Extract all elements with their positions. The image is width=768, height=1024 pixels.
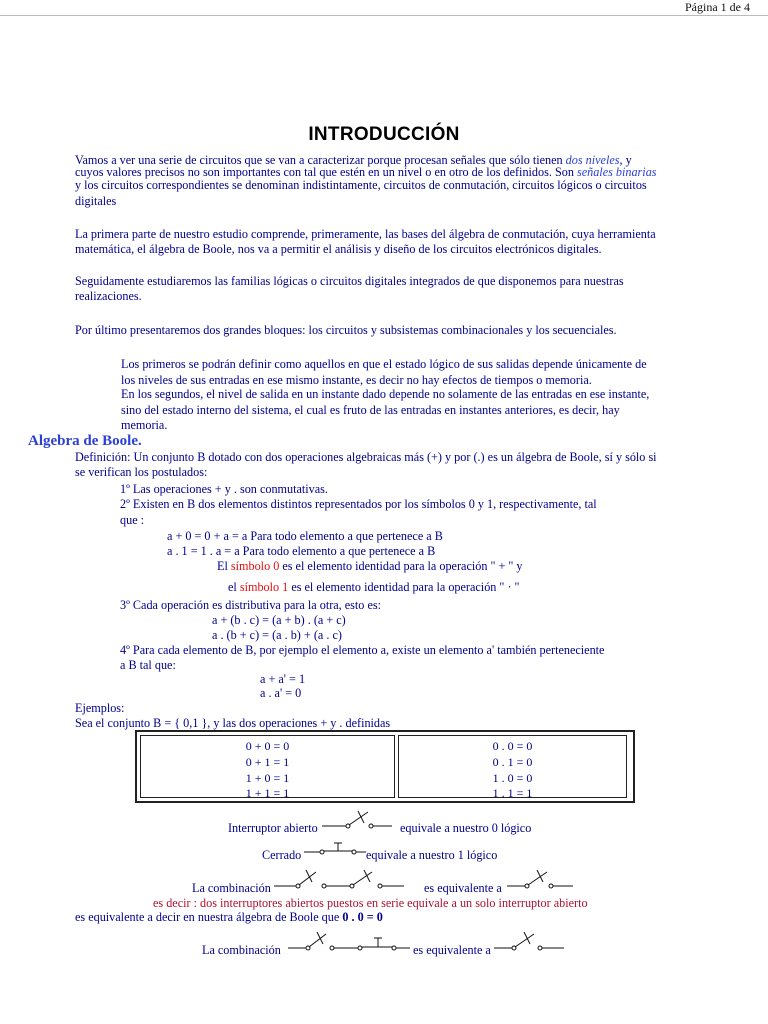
equation: a + (b . c) = (a + b) . (a + c) [212,613,346,627]
and-row: 1 . 0 = 0 [492,771,533,785]
emphasis: dos niveles [565,153,620,167]
identity-line [228,579,520,596]
or-row: 0 + 1 = 1 [245,755,290,769]
intro-line: Seguidamente estudiaremos las familias lógicas o circuitos digitales integrados de que disponemos para nuestras [75,274,624,288]
equation: a + 0 = 0 + a = a Para todo elemento a que pertenece a B [167,529,443,543]
emphasis: señales binarias [576,165,657,179]
intro-line: Por último presentaremos dos grandes bloques: los circuitos y subsistemas combinacionales y los secuenciales. [75,323,617,337]
page-title: INTRODUCCIÓN [308,124,460,145]
text: es el elemento identidad para la operación " + " y [279,559,523,573]
postulate: a B tal que: [120,658,176,672]
postulate: 2º Existen en B dos elementos distintos representados por los símbolos 0 y 1, respectivamente, tal [120,497,597,511]
text: el [228,580,240,594]
section-heading: Algebra de Boole. [28,433,142,449]
definition-line: Definición: Un conjunto B dotado con dos operaciones algebraicas más (+) y por (.) es un álgebra de Boole, sí y sólo si [75,450,657,464]
or-row: 1 + 0 = 1 [245,771,290,785]
and-row: 1 . 1 = 1 [492,786,533,800]
series-open-switches-icon [272,860,412,900]
text: , y [619,153,632,167]
intro-line: y los circuitos correspondientes se denominan indistintamente, circuitos de conmutación, circuitos lógicos o circuitos [75,178,647,192]
series-open-closed-switches-icon [286,924,416,964]
text: es equivalente a decir en nuestra álgebra de Boole que [75,910,343,924]
and-row: 0 . 1 = 0 [492,755,533,769]
switch-equivalence: es equivalente a [424,881,502,895]
equation: a . a' = 0 [260,686,302,700]
explanation-line: es decir : dos interruptores abiertos puestos en serie equivale a un solo interruptor abierto [153,896,588,910]
operation-table [135,730,635,803]
text: Vamos a ver una serie de circuitos que se van a caracterizar porque procesan señales que sólo tienen [75,153,566,167]
open-switch-icon [320,800,400,840]
open-switch-icon [505,860,580,900]
or-row: 0 + 0 = 0 [245,739,290,753]
page-number: Página 1 de 4 [685,0,750,14]
top-rule [0,15,768,16]
highlight: 0 . 0 = 0 [342,910,383,924]
text: El [217,559,231,573]
examples-label: Ejemplos: [75,701,125,715]
switch-equivalence: equivale a nuestro 1 lógico [366,848,498,862]
intro-line: En los segundos, el nivel de salida en un instante dado depende no solamente de las entradas en ese instante, [121,387,650,401]
postulate: 1º Las operaciones + y . son conmutativas. [120,482,328,496]
intro-line: matemática, el álgebra de Boole, nos va a permitir el análisis y diseño de los circuitos electrónicos digitales. [75,242,602,256]
switch-label: Interruptor abierto [228,821,318,835]
switch-label: Cerrado [262,848,302,862]
postulate: 3º Cada operación es distributiva para la otra, esto es: [120,598,381,612]
equation: a . 1 = 1 . a = a Para todo elemento a que pertenece a B [167,544,436,558]
intro-line: Los primeros se podrán definir como aquellos en que el estado lógico de sus salidas depende únicamente de [121,357,647,371]
switch-equivalence: es equivalente a [413,943,491,957]
intro-line: realizaciones. [75,289,142,303]
open-switch-icon [492,924,572,964]
switch-label: La combinación [192,881,271,895]
postulate: 4º Para cada elemento de B, por ejemplo el elemento a, existe un elemento a' también perteneciente [120,643,605,657]
and-row: 0 . 0 = 0 [492,739,533,753]
postulate: que : [120,513,145,527]
highlight: símbolo 1 [239,580,289,594]
text: cuyos valores precisos no son importantes con tal que estén en un nivel o en otro de los definidos. Son [75,165,577,179]
identity-line [217,558,523,575]
intro-line: digitales [75,194,117,208]
or-table [140,735,395,798]
or-row: 1 + 1 = 1 [245,786,290,800]
switch-equivalence: equivale a nuestro 0 lógico [400,821,532,835]
and-table [398,735,627,798]
text: es el elemento identidad para la operación " · " [288,580,520,594]
definition-line: se verifican los postulados: [75,465,208,479]
highlight: símbolo 0 [230,559,280,573]
intro-line: sino del estado interno del sistema, el cual es fruto de las entradas en instantes anteriores, es decir, hay [121,403,620,417]
intro-line: los niveles de sus entradas en ese mismo instante, es decir no hay efectos de tiempos o memoria. [121,373,592,387]
equation: a + a' = 1 [260,672,306,686]
intro-line: memoria. [121,418,168,432]
set-definition: Sea el conjunto B = { 0,1 }, y las dos operaciones + y . definidas [75,716,391,730]
switch-label: La combinación [202,943,281,957]
equation: a . (b + c) = (a . b) + (a . c) [212,628,342,642]
intro-line: La primera parte de nuestro estudio comprende, primeramente, las bases del álgebra de conmutación, cuya herramienta [75,227,656,241]
